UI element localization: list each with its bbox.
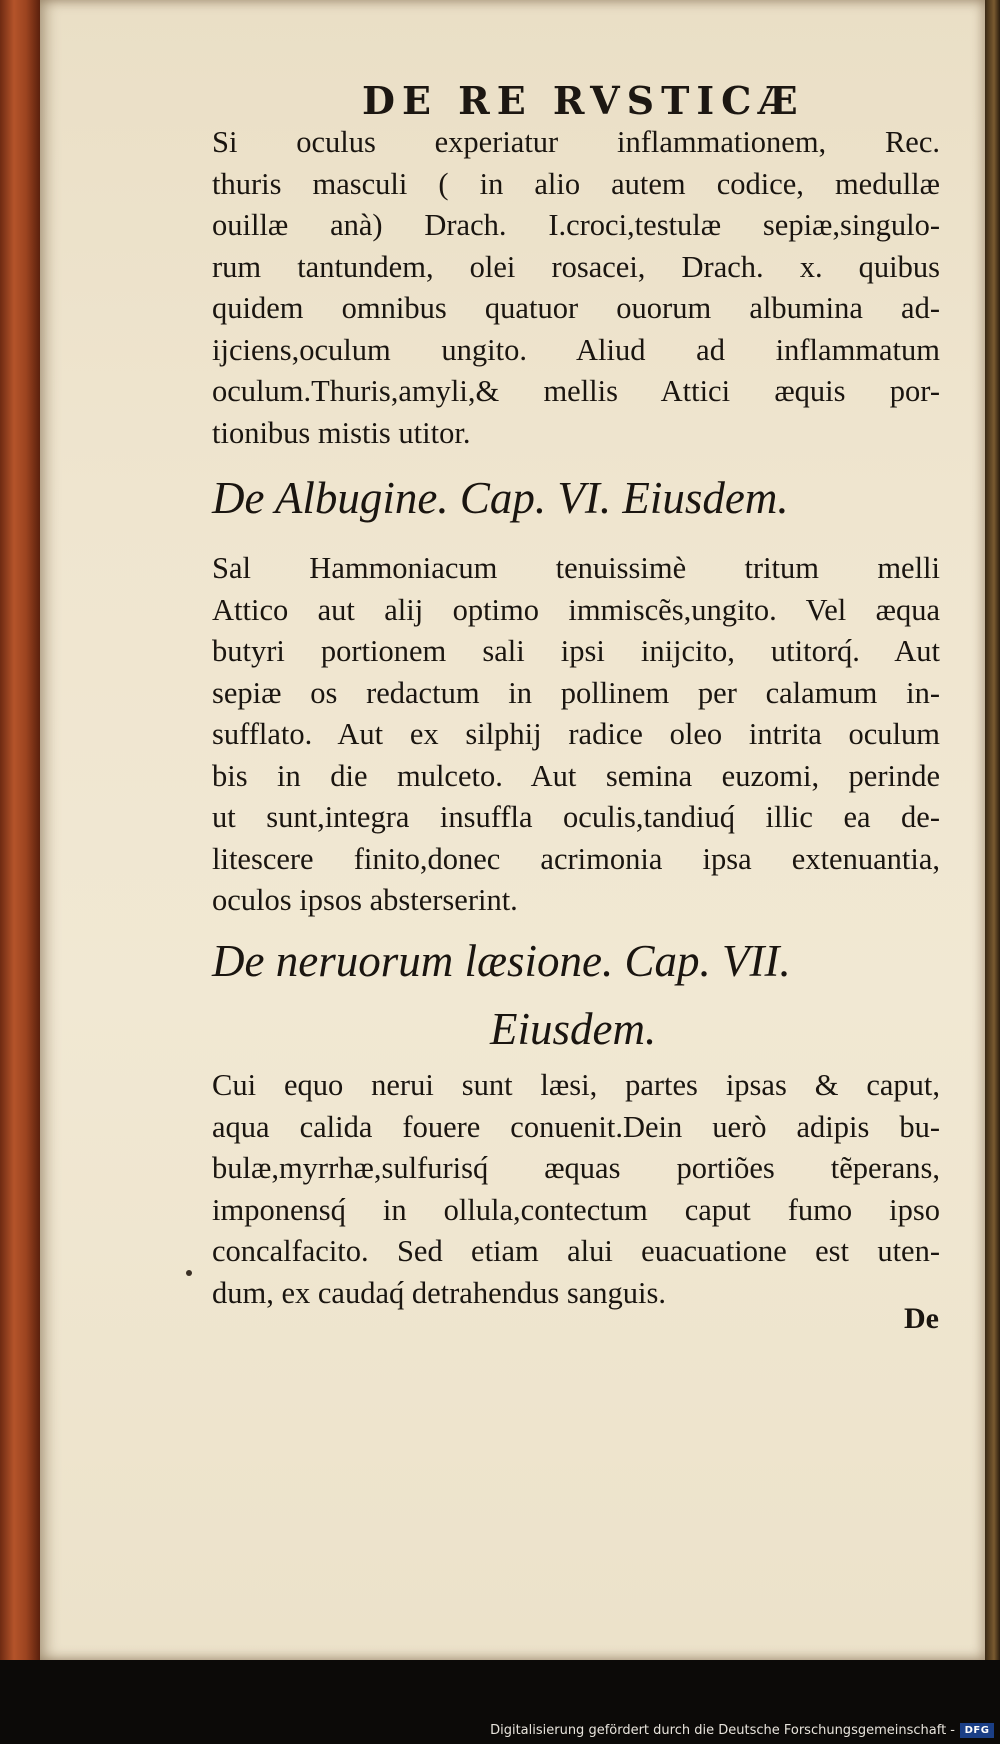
text-line: rum tantundem, olei rosacei, Drach. x. quibus: [212, 249, 940, 284]
book-edge-left: [0, 0, 40, 1660]
text-line: bis in die mulceto. Aut semina euzomi, perinde: [212, 758, 940, 793]
margin-mark: [186, 1270, 192, 1276]
text-line: Si oculus experiatur inflammationem, Rec.: [212, 125, 940, 159]
chapter-heading-6: De Albugine. Cap. VI. Eiusdem.: [212, 473, 789, 523]
paragraph-3: [212, 1065, 940, 1314]
running-head: DE RE RVSTICÆ: [362, 78, 805, 123]
chapter-heading-7: De neruorum læsione. Cap. VII.: [212, 936, 791, 986]
paragraph-1: [212, 122, 940, 454]
text-line: ut sunt,integra insuffla oculis,tandiuq́ illic ea de-: [212, 800, 940, 834]
text-line: Sal Hammoniacum tenuissimè tritum melli: [212, 551, 940, 585]
text-line: sufflato. Aut ex silphij radice oleo intrita oculum: [212, 717, 940, 751]
book-edge-right: [985, 0, 1000, 1660]
text-line: quidem omnibus quatuor ouorum albumina ad-: [212, 291, 940, 325]
catchword: De: [904, 1302, 939, 1335]
text-line: thuris masculi ( in alio autem codice, medullæ: [212, 166, 940, 201]
text-line: imponensq́ in ollula,contectum caput fumo ipso: [212, 1192, 940, 1227]
dfg-logo: DFG: [960, 1723, 994, 1738]
text-line: litescere finito,donec acrimonia ipsa extenuantia,: [212, 841, 940, 876]
text-line: concalfacito. Sed etiam alui euacuatione est uten-: [212, 1234, 940, 1268]
text-line: oculos ipsos absterserint.: [212, 883, 518, 917]
text-line: Cui equo nerui sunt læsi, partes ipsas & caput,: [212, 1068, 940, 1102]
funding-credit: Digitalisierung gefördert durch die Deutsche Forschungsgemeinschaft -: [490, 1723, 955, 1738]
text-line: tionibus mistis utitor.: [212, 415, 471, 450]
paragraph-2: [212, 548, 940, 922]
text-line: dum, ex caudaq́ detrahendus sanguis.: [212, 1275, 666, 1310]
text-line: bulæ,myrrhæ,sulfurisq́ æquas portiões tẽperans,: [212, 1151, 940, 1185]
text-line: butyri portionem sali ipsi inijcito, utitorq́. Aut: [212, 634, 940, 668]
text-line: oculum.Thuris,amyli,& mellis Attici æquis por-: [212, 374, 940, 408]
text-line: aqua calida fouere conuenit.Dein uerò adipis bu-: [212, 1109, 940, 1144]
chapter-heading-7-continued: Eiusdem.: [490, 1004, 657, 1054]
text-line: Attico aut alij optimo immiscẽs,ungito. Vel æqua: [212, 592, 940, 627]
digitization-footer: [0, 1718, 1000, 1744]
text-line: ijciens,oculum ungito. Aliud ad inflammatum: [212, 332, 940, 367]
text-line: sepiæ os redactum in pollinem per calamum in-: [212, 675, 940, 710]
text-line: ouillæ anà) Drach. I.croci,testulæ sepiæ,singulo-: [212, 208, 940, 242]
